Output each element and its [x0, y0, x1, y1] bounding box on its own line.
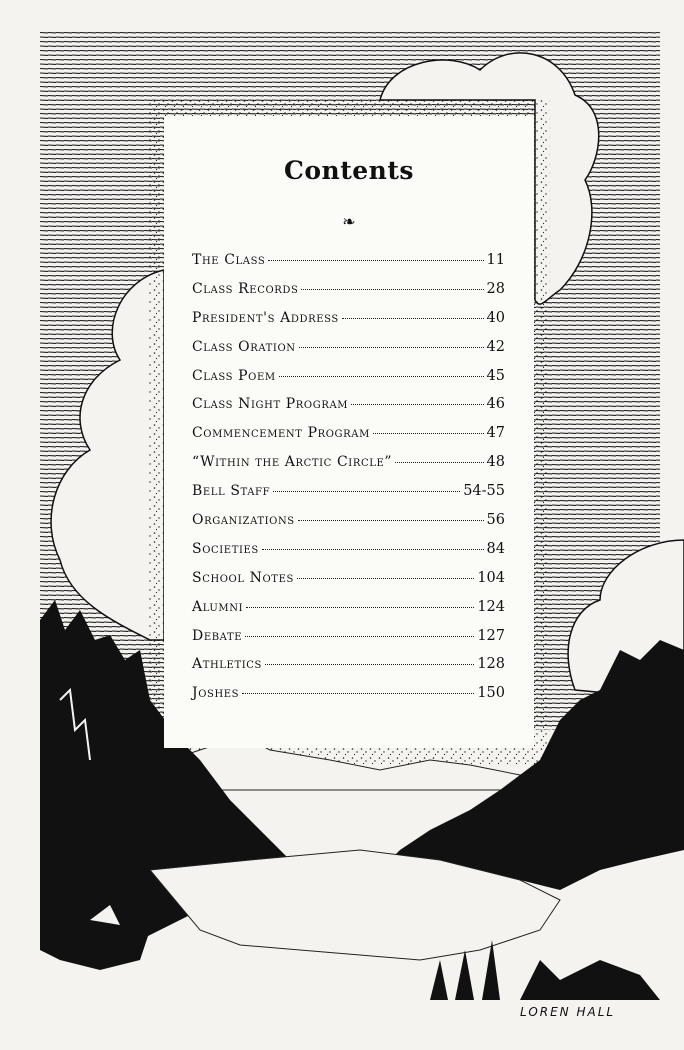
leader-dots: [342, 318, 484, 319]
toc-entry[interactable]: [192, 310, 505, 339]
page-title: Contents: [283, 156, 414, 185]
toc-entry[interactable]: [192, 281, 505, 310]
leader-dots: [262, 549, 484, 550]
toc-entry-label: “Within the Arctic Circle”: [192, 454, 393, 471]
toc-panel: [164, 116, 534, 748]
leader-dots: [242, 693, 474, 694]
toc-entry[interactable]: [192, 425, 505, 454]
toc-list: [192, 252, 505, 714]
toc-entry-page: 11: [486, 252, 505, 268]
toc-entry[interactable]: [192, 656, 505, 685]
toc-entry-page: 150: [477, 685, 505, 702]
toc-entry-label: Class Night Program: [192, 396, 349, 413]
toc-entry-label: Bell Staff: [192, 483, 271, 500]
toc-entry[interactable]: [192, 483, 505, 512]
toc-entry-page: 124: [477, 598, 505, 615]
toc-entry[interactable]: [192, 512, 505, 541]
toc-entry-page: 45: [486, 367, 505, 384]
toc-entry-page: 127: [477, 627, 505, 644]
toc-entry[interactable]: [192, 396, 505, 425]
toc-entry-page: 104: [477, 569, 505, 586]
toc-entry[interactable]: [192, 541, 505, 570]
toc-entry[interactable]: [192, 339, 505, 368]
leader-dots: [395, 462, 483, 463]
leader-dots: [246, 607, 474, 608]
toc-entry-label: President's Address: [192, 309, 339, 326]
toc-entry-label: Class Poem: [192, 367, 276, 384]
toc-entry-label: Commencement Program: [192, 425, 370, 442]
toc-entry-page: 56: [486, 512, 505, 529]
leader-dots: [268, 260, 483, 261]
toc-entry[interactable]: [192, 628, 505, 657]
toc-entry-page: 48: [486, 454, 505, 471]
leader-dots: [298, 520, 484, 521]
toc-entry[interactable]: [192, 599, 505, 628]
toc-entry-page: 46: [486, 396, 505, 413]
toc-entry[interactable]: [192, 570, 505, 599]
toc-entry-page: 42: [486, 338, 505, 355]
toc-entry-label: Organizations: [192, 512, 295, 529]
toc-entry-page: 28: [486, 280, 505, 297]
toc-entry[interactable]: [192, 368, 505, 397]
toc-entry-label: Joshes: [192, 685, 240, 702]
toc-entry-page: 47: [486, 425, 505, 442]
leader-dots: [299, 347, 484, 348]
leader-dots: [373, 433, 484, 434]
toc-entry-label: Societies: [192, 540, 259, 557]
toc-entry-label: Class Records: [192, 280, 299, 297]
toc-entry-label: Class Oration: [192, 338, 296, 355]
leader-dots: [245, 636, 474, 637]
leader-dots: [279, 376, 484, 377]
toc-entry-label: School Notes: [192, 569, 294, 586]
leader-dots: [297, 578, 474, 579]
toc-entry-page: 40: [486, 309, 505, 326]
leader-dots: [273, 491, 460, 492]
toc-entry-label: The Class: [192, 252, 266, 268]
toc-entry[interactable]: [192, 685, 505, 714]
toc-entry-label: Alumni: [192, 598, 244, 615]
artist-signature: LOREN HALL: [520, 1005, 616, 1019]
leader-dots: [265, 664, 474, 665]
leader-dots: [301, 289, 483, 290]
toc-entry-page: 128: [477, 656, 505, 673]
toc-entry-label: Debate: [192, 627, 243, 644]
toc-entry[interactable]: [192, 454, 505, 483]
leader-dots: [351, 404, 483, 405]
toc-entry-label: Athletics: [192, 656, 262, 673]
ornament-icon: ❧: [342, 212, 356, 231]
toc-entry-page: 84: [486, 540, 505, 557]
toc-entry-page: 54-55: [463, 483, 505, 500]
toc-entry[interactable]: [192, 252, 505, 281]
